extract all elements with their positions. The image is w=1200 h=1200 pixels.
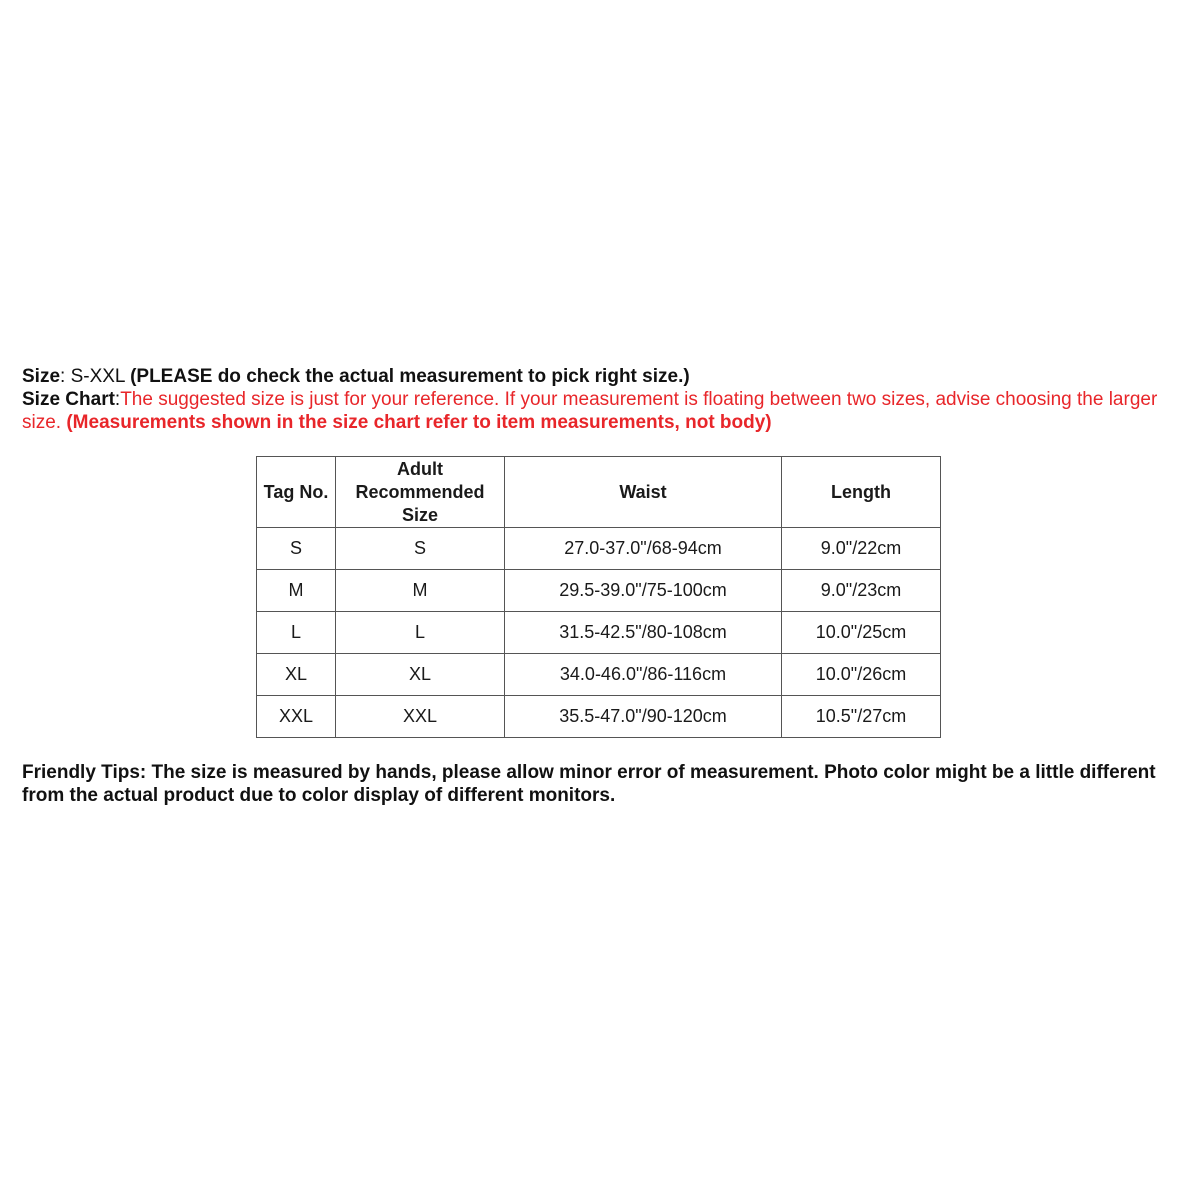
size-line [22,365,1172,388]
cell-length: 9.0"/23cm [782,570,941,612]
header-length: Length [782,457,941,528]
cell-length: 9.0"/22cm [782,528,941,570]
cell-adult-size: XXL [336,696,505,738]
header-adult-size: Adult Recommended Size [336,457,505,528]
cell-tag: L [257,612,336,654]
cell-waist: 31.5-42.5"/80-108cm [505,612,782,654]
cell-tag: S [257,528,336,570]
table-row [257,528,941,570]
cell-tag: M [257,570,336,612]
table-row [257,612,941,654]
table-header-row [257,457,941,528]
cell-waist: 35.5-47.0"/90-120cm [505,696,782,738]
cell-tag: XXL [257,696,336,738]
table-row [257,696,941,738]
cell-tag: XL [257,654,336,696]
cell-waist: 34.0-46.0"/86-116cm [505,654,782,696]
cell-adult-size: XL [336,654,505,696]
size-chart-line [22,388,1172,434]
cell-length: 10.0"/25cm [782,612,941,654]
size-label: Size [22,366,61,387]
size-note: (PLEASE do check the actual measurement to pick right size.) [130,366,690,387]
size-chart-label: Size Chart [22,389,115,410]
cell-adult-size: L [336,612,505,654]
cell-adult-size: S [336,528,505,570]
cell-waist: 27.0-37.0"/68-94cm [505,528,782,570]
header-waist: Waist [505,457,782,528]
size-chart-note-bold: (Measurements shown in the size chart refer to item measurements, not body) [66,412,772,433]
size-chart-note: The suggested size is just for your reference. If your measurement is floating between two sizes, advise choosing the larger size. [22,389,1158,433]
size-info [22,365,1172,434]
header-tag-no: Tag No. [257,457,336,528]
size-value: : S-XXL [60,366,131,387]
friendly-tips: Friendly Tips: The size is measured by hands, please allow minor error of measurement. Photo color might be a little different from the actual product due to color display of different monitors. [22,762,1156,806]
cell-length: 10.5"/27cm [782,696,941,738]
size-table [256,456,941,738]
cell-length: 10.0"/26cm [782,654,941,696]
cell-waist: 29.5-39.0"/75-100cm [505,570,782,612]
table-row [257,570,941,612]
cell-adult-size: M [336,570,505,612]
table-row [257,654,941,696]
size-chart-colon: : [114,389,121,410]
